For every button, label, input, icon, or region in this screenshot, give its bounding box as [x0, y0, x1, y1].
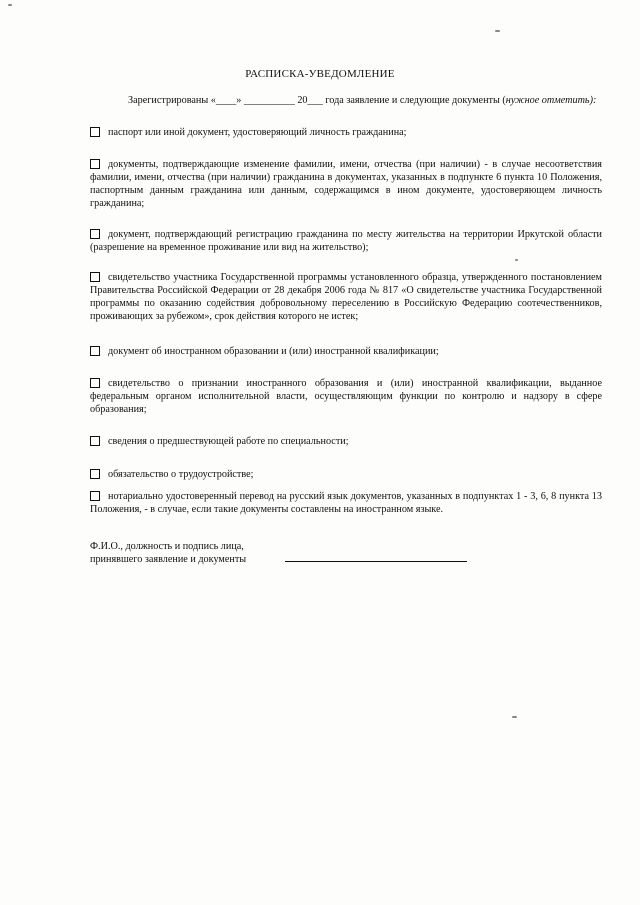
- checkbox-icon[interactable]: [90, 469, 100, 479]
- intro-note: нужное отметить: [505, 95, 590, 106]
- checkbox-icon[interactable]: [90, 127, 100, 137]
- scan-speck: [512, 716, 517, 718]
- intro-end: ):: [589, 95, 597, 106]
- checkbox-icon[interactable]: [90, 159, 100, 169]
- item-text: паспорт или иной документ, удостоверяющий личность гражданина;: [108, 127, 407, 138]
- checkbox-icon[interactable]: [90, 378, 100, 388]
- item-text: обязательство о трудоустройстве;: [108, 469, 254, 480]
- document-item-7[interactable]: [90, 435, 602, 448]
- registration-intro: [90, 94, 602, 107]
- scan-speck: [515, 259, 518, 261]
- checkbox-icon[interactable]: [90, 491, 100, 501]
- signature-line[interactable]: [285, 561, 467, 562]
- scan-speck: [495, 30, 500, 32]
- document-item-8[interactable]: [90, 468, 602, 481]
- checkbox-icon[interactable]: [90, 229, 100, 239]
- document-item-9[interactable]: [90, 490, 602, 516]
- checkbox-icon[interactable]: [90, 436, 100, 446]
- document-item-3[interactable]: [90, 228, 602, 254]
- scan-speck: [8, 4, 12, 6]
- document-item-2[interactable]: [90, 158, 602, 210]
- item-text: документ, подтверждающий регистрацию гражданина по месту жительства на территории Иркутской области (разрешение на временное проживание или вид на жительство);: [90, 229, 602, 253]
- item-text: свидетельство участника Государственной программы установленного образца, утвержденного постановлением Правительства Российской Федерации от 28 декабря 2006 года № 817 «О свидетельстве участника Государственной программы по оказанию содействия добровольному переселению в Российскую Федерацию соотечественников, проживающих за рубежом», срок действия которого не истек;: [90, 272, 602, 322]
- item-text: документ об иностранном образовании и (или) иностранной квалификации;: [108, 346, 439, 357]
- document-title: РАСПИСКА-УВЕДОМЛЕНИЕ: [245, 68, 395, 80]
- item-text: свидетельство о признании иностранного образования и (или) иностранной квалификации, выданное федеральным органом исполнительной власти, осуществляющим функции по контролю и надзору в сфере образования;: [90, 378, 602, 415]
- document-item-4[interactable]: [90, 271, 602, 323]
- intro-text: Зарегистрированы «____» __________ 20___ года заявление и следующие документы (: [128, 95, 506, 106]
- checkbox-icon[interactable]: [90, 272, 100, 282]
- signature-label: [90, 540, 290, 566]
- item-text: сведения о предшествующей работе по специальности;: [108, 436, 349, 447]
- checkbox-icon[interactable]: [90, 346, 100, 356]
- document-item-6[interactable]: [90, 377, 602, 416]
- signature-label-line2: принявшего заявление и документы: [90, 554, 247, 565]
- item-text: документы, подтверждающие изменение фамилии, имени, отчества (при наличии) - в случае несоответствия фамилии, имени, отчества (при наличии) гражданина в документах, указанных в подпункте 6 пункта 10 Положения, паспортным данным гражданина или данным, содержащимся в ином документе, удостоверяющем личность гражданина;: [90, 159, 602, 209]
- document-item-5[interactable]: [90, 345, 602, 358]
- item-text: нотариально удостоверенный перевод на русский язык документов, указанных в подпунктах 1 - 3, 6, 8 пункта 13 Положения, - в случае, если такие документы составлены на иностранном языке.: [90, 491, 602, 515]
- signature-label-line1: Ф.И.О., должность и подпись лица,: [90, 541, 244, 552]
- document-item-1[interactable]: [90, 126, 602, 139]
